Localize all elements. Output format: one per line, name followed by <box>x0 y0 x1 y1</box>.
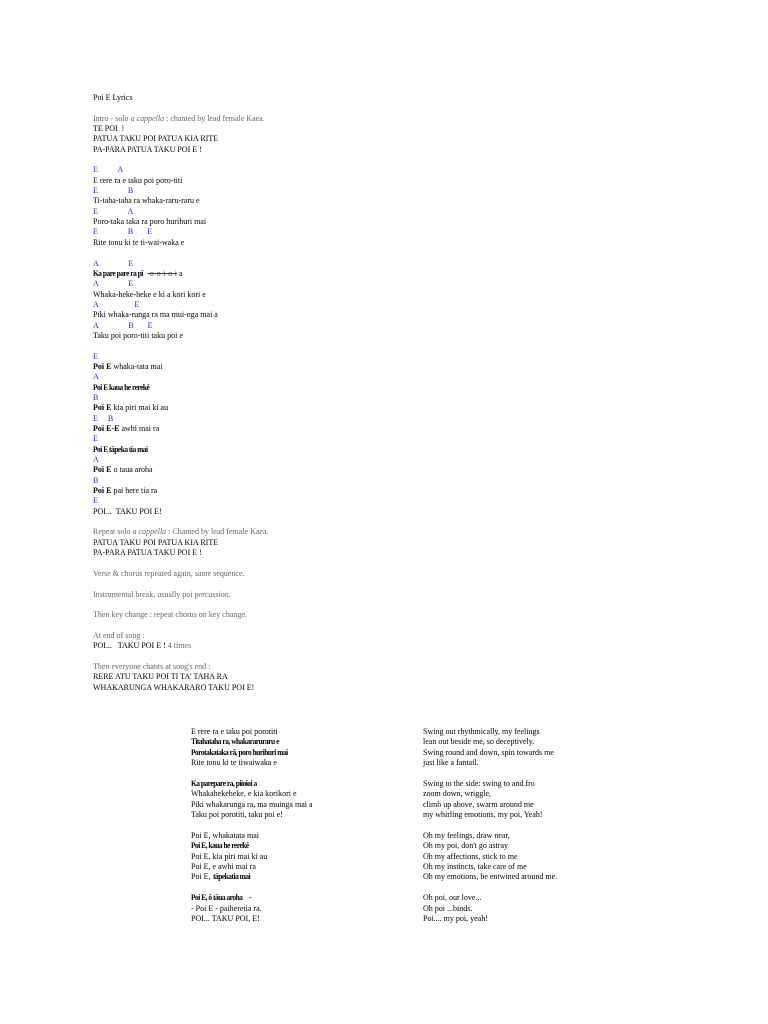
maori-line: POI... TAKU POI, E! <box>191 913 260 923</box>
english-line: Swing round and down, spin towards me <box>423 747 554 757</box>
chorus-line: Poi E-E awhi mai ra <box>93 424 160 433</box>
chorus-bold: Poi E <box>93 403 112 413</box>
chord-line: A E <box>93 258 134 268</box>
lyrics-main-column <box>93 93 733 693</box>
chorus-bold: Poi E tāpeka tia mai <box>93 444 148 454</box>
chorus-line: Poi E kia piri mai ki au <box>93 403 169 413</box>
intro-italic: a cappella <box>130 113 165 123</box>
maori-line: Whakahekeheke, e kia korikori e <box>191 789 297 799</box>
spacer <box>191 883 391 893</box>
chord-line: E B E <box>93 227 153 237</box>
english-line: lean out beside me, so deceptively. <box>423 737 535 747</box>
intro-chant-line: PATUA TAKU POI PATUA KIA RITE <box>93 134 219 144</box>
chorus-bold: Poi E <box>93 361 112 371</box>
spacer <box>93 621 733 631</box>
maori-line: Rite tonu ki te tiwaiwaka e <box>191 758 277 768</box>
key-change-note: Then key change : repeat chorus on key change. <box>93 610 247 620</box>
repeat-chant-line: PATUA TAKU POI PATUA KIA RITE <box>93 537 219 547</box>
maori-condensed: Titahataha ra, whakararuraru e <box>191 737 279 747</box>
spacer <box>93 155 733 165</box>
maori-line: - Poi E - paiheretia ra. <box>191 903 262 913</box>
chorus-line: Poi E o taua aroha <box>93 465 153 475</box>
chord-line: E <box>93 434 98 444</box>
spacer <box>93 558 733 568</box>
final-chant-line: WHAKARUNGA WHAKARARO TAKU POI E! <box>93 682 255 692</box>
lyric-line: Rite tonu ki te ti-wai-waka e <box>93 237 185 247</box>
maori-line: Poi E, kia piri mai ki au <box>191 851 268 861</box>
maori-line: Poi E, ō tāua aroha - <box>191 893 252 903</box>
lyric-strike: -o-o-i-o-i <box>147 268 178 278</box>
maori-line <box>191 748 391 758</box>
chord-line: B <box>93 475 99 485</box>
maori-line <box>191 841 391 851</box>
english-line: my whirling emotions, my poi, Yeah! <box>423 810 543 820</box>
spacer <box>423 820 643 830</box>
maori-line: E rere ra e taku poi porotiti <box>191 727 278 736</box>
english-line: Oh poi, our love... <box>423 893 482 903</box>
page-title: Poi E Lyrics <box>93 93 133 102</box>
maori-condensed: Poi E, kaua he rerekē <box>191 841 249 851</box>
maori-condensed: Poi E, ō tāua aroha <box>191 893 243 903</box>
spacer <box>93 103 733 113</box>
chorus-bold: Poi E <box>93 486 112 496</box>
english-line: climb up above, swarm around me <box>423 799 534 809</box>
english-line: Oh my instincts, take care of me <box>423 861 527 871</box>
chant-note: Then everyone chants at song's end : <box>93 661 211 671</box>
spacer <box>93 579 733 589</box>
chord-line: E <box>93 496 98 506</box>
maori-line: Taku poi porotiti, taku poi e! <box>191 810 283 820</box>
english-line: Poi.... my poi, yeah! <box>423 913 488 923</box>
spacer <box>93 600 733 610</box>
maori-condensed: Porotakataka rā, poro hurihuri mai <box>191 747 288 757</box>
chord-line: A E <box>93 299 140 309</box>
end-note: At end of song : <box>93 630 145 640</box>
english-line: Oh poi ...binds. <box>423 903 473 913</box>
chord-line: A B E <box>93 320 153 330</box>
english-line: Oh my feelings, draw near, <box>423 830 510 840</box>
final-chant-line: RERE ATU TAKU POI TI TA' TAHA RA <box>93 672 228 682</box>
chorus-line <box>93 383 733 393</box>
maori-line: Piki whakarunga ra, ma muinga mai a <box>191 799 313 809</box>
lyric-line: Ti-taha-taha ra whaka-raru-raru e <box>93 196 200 206</box>
spacer <box>93 652 733 662</box>
lyric-line: Poro-taka taka ra poro hurihuri mai <box>93 217 207 227</box>
chord-line: E B <box>93 413 114 423</box>
lyric-line: Ka pare pare ra pī -o-o-i-o-i a <box>93 268 183 278</box>
chorus-bold: Poi E <box>93 465 112 475</box>
maori-condensed: tāpekatia mai <box>212 872 250 882</box>
english-line: just like a fantail. <box>423 758 479 768</box>
maori-translation-column <box>191 727 391 924</box>
chorus-bold: Poi E-E <box>93 424 120 433</box>
english-line: zoom down, wriggle, <box>423 789 491 799</box>
chorus-line: Poi E whaka-tata mai <box>93 361 163 371</box>
lyric-condensed: Ka pare pare ra pī <box>93 268 143 278</box>
english-line: Oh my poi, don't go astray <box>423 841 508 851</box>
chorus-bold: Poi E kaua he rerekē <box>93 382 150 392</box>
english-line: Oh my affections, stick to me <box>423 851 518 861</box>
english-translation-column <box>423 727 643 924</box>
lyric-line: Piki whaka-runga ra ma mui-nga mai a <box>93 310 218 320</box>
chord-line: E B <box>93 186 134 196</box>
spacer <box>423 883 643 893</box>
chord-line: B <box>93 392 99 402</box>
lyric-line: Taku poi poro-titi taku poi e <box>93 330 183 340</box>
spacer <box>191 769 391 779</box>
maori-line: Poi E, whakatata mai <box>191 830 259 840</box>
maori-condensed: Ka parepare ra, piioioi a <box>191 778 257 788</box>
spacer <box>93 248 733 258</box>
chorus-line <box>93 445 733 455</box>
chord-line: E <box>93 351 98 361</box>
chorus-line: Poi E pai here tia ra <box>93 486 158 496</box>
intro-chant-line: PA-PARA PATUA TAKU POI E ! <box>93 144 202 154</box>
english-line: Swing to the side: swing to and fro <box>423 778 535 788</box>
chorus-line: POI... TAKU POI E! <box>93 506 162 516</box>
english-line: Swing out rhythmically, my feelings <box>423 727 540 736</box>
chord-line: E A <box>93 165 124 175</box>
end-line: POI... TAKU POI E ! 4 times <box>93 641 192 651</box>
english-line: Oh my emotions, be entwined around me. <box>423 872 558 882</box>
chord-line: A E <box>93 279 134 289</box>
lyric-line: E rere ra e taku poi poro-titi <box>93 175 183 185</box>
break-note: Instrumental break, usually poi percussion. <box>93 589 231 599</box>
repeat-italic: a cappella <box>132 527 167 537</box>
spacer <box>93 341 733 351</box>
spacer <box>93 517 733 527</box>
spacer <box>191 820 391 830</box>
maori-line: Poi E, tāpekatia mai <box>191 872 250 882</box>
repeat-note: Repeat solo a cappella : Chanted by lead female Kaea. <box>93 527 269 537</box>
end-times: 4 times <box>165 641 192 651</box>
intro-chant-line: TE POI ! <box>93 124 125 134</box>
repeat-chant-line: PA-PARA PATUA TAKU POI E ! <box>93 548 202 558</box>
maori-line <box>191 779 391 789</box>
chord-line: E A <box>93 206 134 216</box>
intro-note: Intro - solo a cappella : chanted by lead female Kaea. <box>93 113 265 123</box>
verse-chorus-note: Verse & chorus repeated again, same sequence. <box>93 568 245 578</box>
lyric-line: Whaka-heke-heke e ki a kori kori e <box>93 289 206 299</box>
chord-line: A <box>93 455 99 465</box>
spacer <box>423 769 643 779</box>
maori-line: Poi E, e awhi mai ra <box>191 861 256 871</box>
maori-line <box>191 737 391 747</box>
chord-line: A <box>93 372 99 382</box>
